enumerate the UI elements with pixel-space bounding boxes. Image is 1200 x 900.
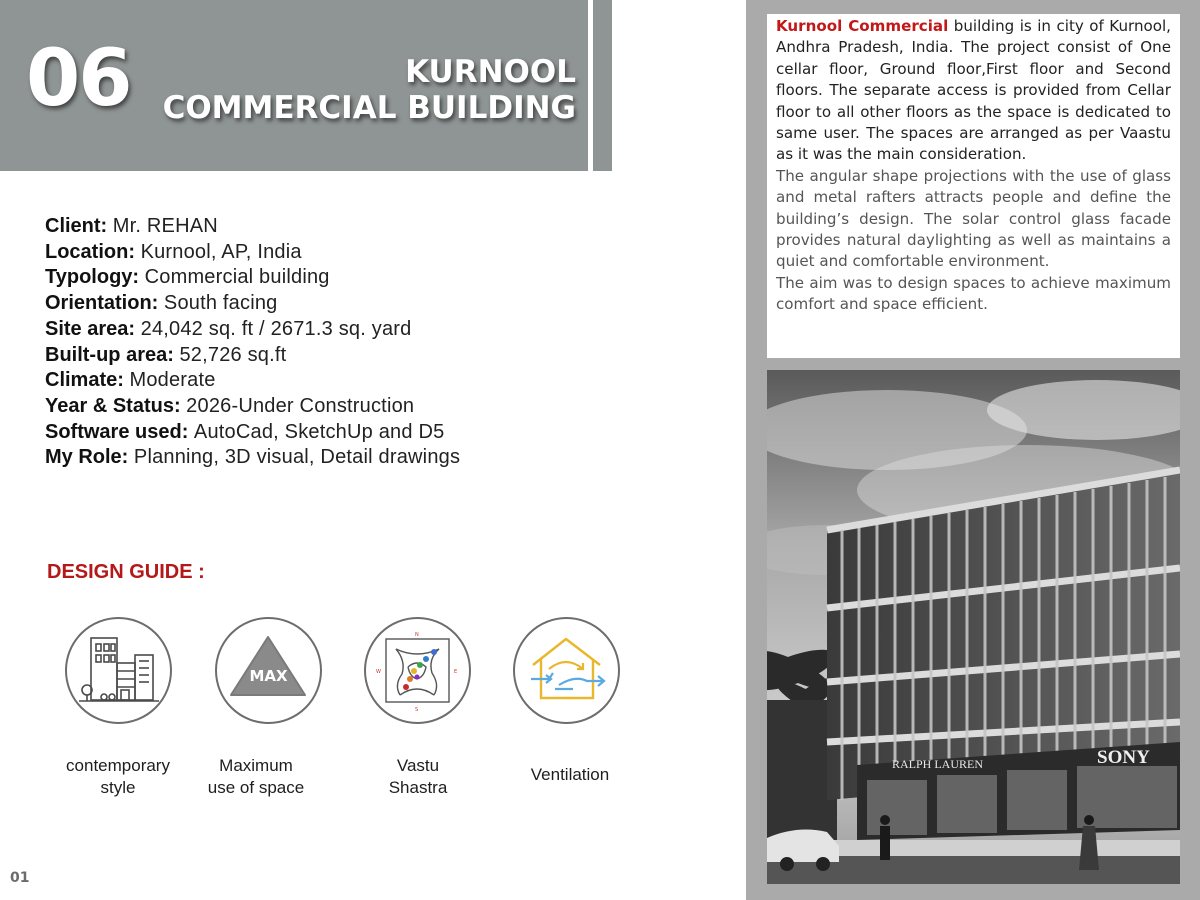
- description-para1: [776, 16, 1171, 166]
- contemporary-building-icon: [65, 617, 172, 724]
- svg-text:W: W: [376, 669, 381, 675]
- info-value: Planning, 3D visual, Detail drawings: [133, 446, 461, 469]
- info-value: AutoCad, SketchUp and D5: [193, 420, 445, 443]
- info-row-client: [45, 214, 685, 240]
- max-badge-label: MAX: [249, 667, 288, 685]
- project-title-line1: KURNOOL: [405, 54, 576, 90]
- info-row-climate: [45, 368, 685, 394]
- ventilation-icon: [513, 617, 620, 724]
- info-key: Built-up area:: [45, 343, 174, 366]
- info-key: Orientation:: [45, 292, 159, 315]
- svg-text:S: S: [415, 707, 419, 713]
- info-row-software: [45, 420, 685, 446]
- svg-text:E: E: [454, 669, 458, 675]
- guide-caption-contemporary: contemporary style: [66, 756, 170, 797]
- info-value: Kurnool, AP, India: [140, 240, 302, 263]
- project-title-line2: COMMERCIAL BUILDING: [162, 90, 576, 126]
- info-row-location: [45, 240, 685, 266]
- design-guide-title: DESIGN GUIDE :: [47, 561, 205, 583]
- header-accent-strip: [593, 0, 612, 171]
- max-space-icon: [215, 617, 322, 724]
- info-value: Mr. REHAN: [112, 215, 218, 237]
- page-number: 01: [10, 870, 30, 886]
- info-key: Year & Status:: [45, 394, 181, 417]
- guide-caption-max-space: Maximum use of space: [207, 756, 305, 797]
- info-key: My Role:: [45, 446, 129, 469]
- info-key: Site area:: [45, 317, 136, 340]
- description-highlight: Kurnool Commercial: [776, 17, 949, 35]
- info-row-typology: [45, 265, 685, 291]
- svg-text:N: N: [415, 632, 419, 638]
- store-sign-ralph-lauren: RALPH LAUREN: [892, 757, 984, 771]
- info-row-built-up-area: [45, 343, 685, 369]
- info-value: 24,042 sq. ft / 2671.3 sq. yard: [140, 317, 412, 340]
- info-row-orientation: [45, 291, 685, 317]
- description-para1-text: building is in city of Kurnool, Andhra Pradesh, India. The project consist of One cellar floor, Ground floor,First floor and Second floors. The separate access is provided from Cellar floor to all other floors as the space is dedicated to same user. The spaces are arranged as per Vaastu as it was the main consideration.: [776, 17, 1171, 164]
- description-para3: The aim was to design spaces to achieve maximum comfort and space efficient.: [776, 273, 1171, 314]
- info-row-role: [45, 445, 685, 471]
- info-value: Moderate: [129, 369, 216, 392]
- info-key: Climate:: [45, 369, 124, 392]
- info-value: South facing: [163, 292, 278, 315]
- guide-caption-vastu: Vastu Shastra: [388, 756, 448, 797]
- description-para2: The angular shape projections with the use of glass and metal rafters attracts people and define the building’s design. The solar control glass facade provides natural daylighting as well as maintains a quiet and comfortable environment.: [776, 166, 1171, 271]
- info-value: 2026-Under Construction: [186, 394, 415, 417]
- building-render-image: [767, 370, 1180, 884]
- info-row-site-area: [45, 317, 685, 343]
- info-key: Location:: [45, 240, 135, 263]
- project-title: [163, 54, 576, 126]
- project-description: [776, 16, 1171, 316]
- info-value: 52,726 sq.ft: [179, 343, 287, 366]
- project-info: [45, 214, 685, 471]
- vastu-shastra-icon: [364, 617, 471, 724]
- info-row-year-status: [45, 394, 685, 420]
- info-key: Client:: [45, 215, 108, 237]
- info-value: Commercial building: [144, 266, 330, 289]
- guide-caption-ventilation: Ventilation: [530, 765, 610, 784]
- info-key: Typology:: [45, 266, 140, 289]
- info-key: Software used:: [45, 420, 189, 443]
- project-number: 06: [26, 34, 131, 124]
- store-sign-sony: SONY: [1097, 747, 1150, 768]
